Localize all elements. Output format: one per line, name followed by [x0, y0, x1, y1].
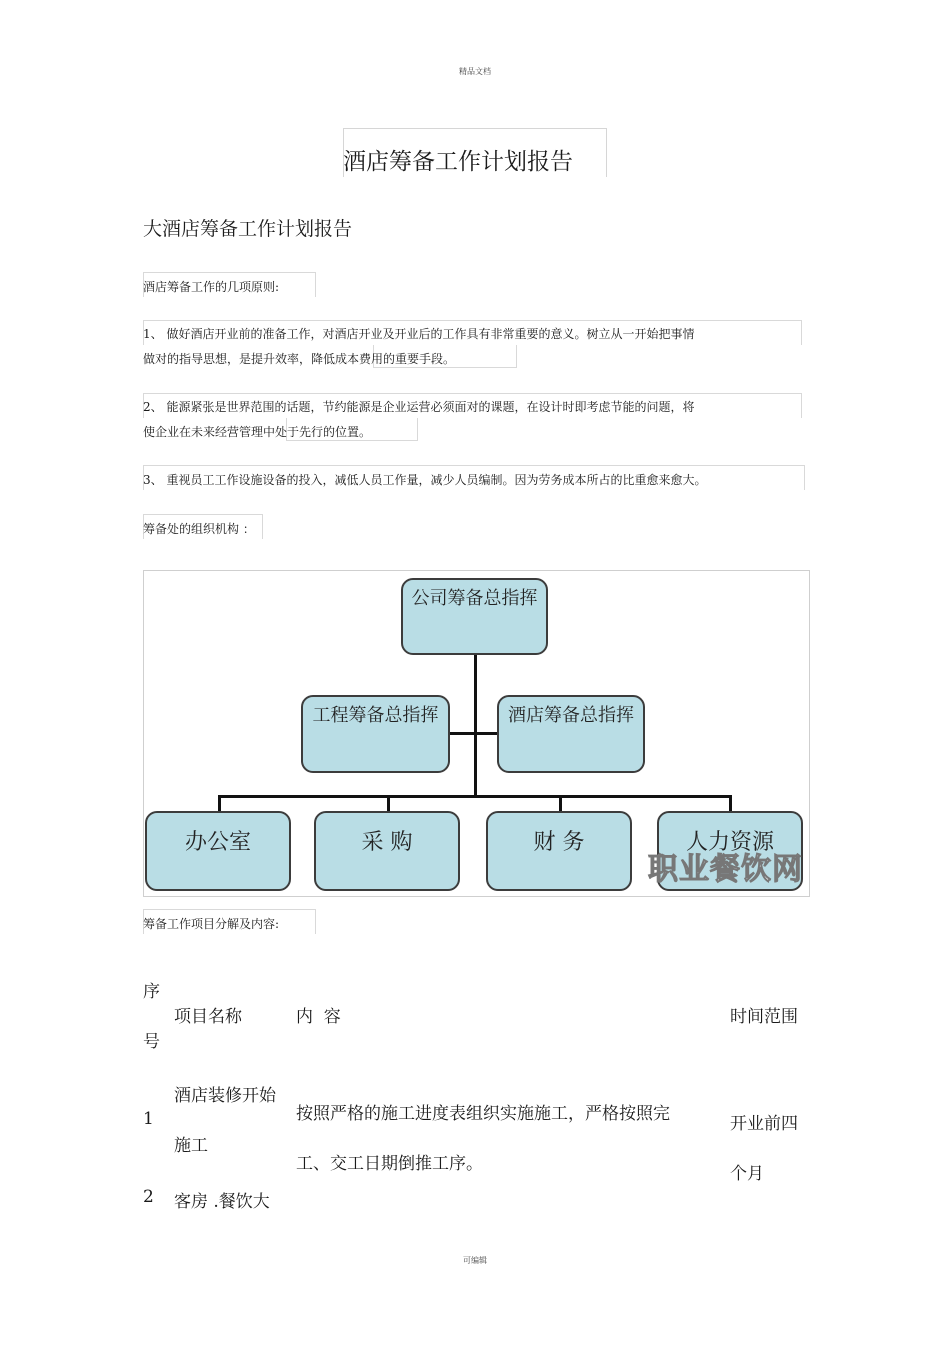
principle-2-line-2: 使企业在未来经营管理中处于先行的位置。 [143, 425, 372, 439]
page-header-note: 精品文档 [459, 67, 491, 76]
org-node-finance: 财 务 [486, 811, 632, 891]
principle-2-line-1: 2、 能源紧张是世界范围的话题，节约能源是企业运营必须面对的课题，在设计时即考虑节能的问题，将 [143, 400, 695, 414]
org-chart [143, 570, 810, 897]
org-node-purchasing: 采 购 [314, 811, 460, 891]
watermark-text: 职业餐饮网 [648, 852, 803, 887]
org-node-hr: 人力资源 [657, 811, 803, 891]
row-2-name-line-1: 客房 .餐饮大 [174, 1192, 270, 1212]
row-1-name-line-1: 酒店装修开始 [174, 1086, 276, 1106]
org-node-office: 办公室 [145, 811, 291, 891]
connector-line [474, 653, 477, 795]
org-node-hotel: 酒店筹备总指挥 [497, 695, 645, 773]
principle-1-line-1: 1、 做好酒店开业前的准备工作，对酒店开业及开业后的工作具有非常重要的意义。树立从一开始把事情 [143, 327, 695, 341]
row-1-time-line-1: 开业前四 [730, 1114, 798, 1134]
principle-3-line-1: 3、 重视员工工作设施设备的投入，减低人员工作量，减少人员编制。因为劳务成本所占的比重愈来愈大。 [143, 473, 707, 487]
document-subtitle: 大酒店筹备工作计划报告 [143, 218, 353, 240]
header-seq-top: 序 [143, 982, 160, 1002]
row-1-content-line-2: 工、交工日期倒推工序。 [296, 1154, 483, 1174]
row-1-content-line-1: 按照严格的施工进度表组织实施施工，严格按照完 [296, 1104, 670, 1124]
header-time: 时间范围 [730, 1007, 798, 1027]
page-footer-note: 可编辑 [463, 1256, 487, 1265]
row-1-seq: 1 [143, 1109, 154, 1129]
row-1-time-line-2: 个月 [730, 1164, 764, 1184]
items-heading: 筹备工作项目分解及内容: [143, 917, 280, 931]
row-2-seq: 2 [143, 1187, 154, 1207]
header-seq-bottom: 号 [143, 1032, 160, 1052]
header-name: 项目名称 [174, 1007, 242, 1027]
principle-1-line-2: 做对的指导思想，是提升效率，降低成本费用的重要手段。 [143, 352, 456, 366]
header-content: 内 容 [296, 1007, 341, 1027]
row-1-name-line-2: 施工 [174, 1136, 208, 1156]
principles-heading: 酒店筹备工作的几项原则: [143, 280, 280, 294]
org-node-top: 公司筹备总指挥 [401, 578, 548, 655]
connector-line [218, 795, 732, 798]
connector-line [449, 732, 499, 735]
document-title: 酒店筹备工作计划报告 [343, 149, 573, 175]
org-heading: 筹备处的组织机构 ： [143, 522, 255, 536]
org-node-engineering: 工程筹备总指挥 [301, 695, 450, 773]
